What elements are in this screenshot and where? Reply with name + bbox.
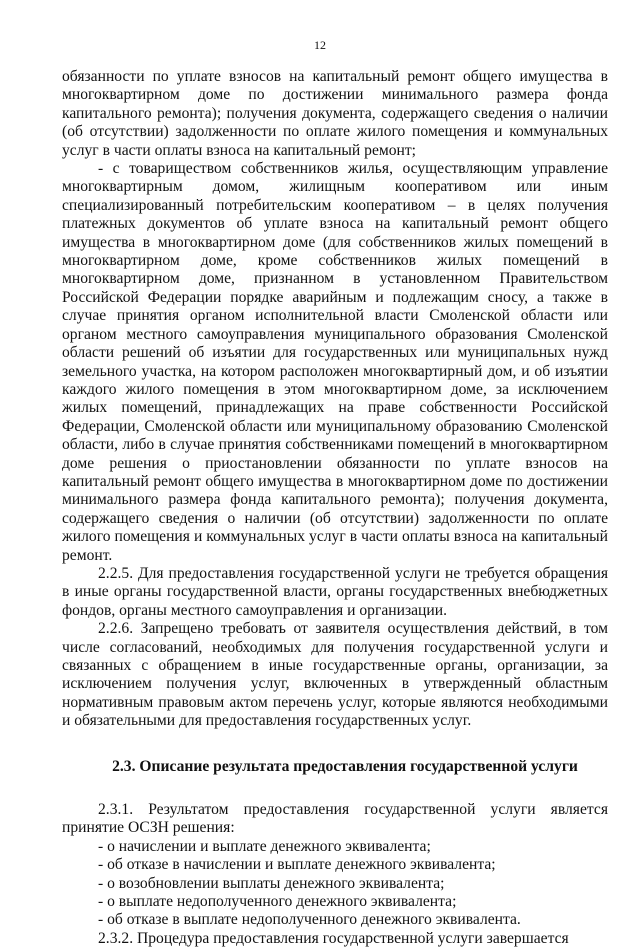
paragraph-2-2-5: 2.2.5. Для предоставления государственной услуги не требуется обращения в иные органы государственной власти, органы государственных внебюджетных фондов, органы местного самоуправления и организации. (62, 564, 608, 619)
list-item: - о выплате недополученного денежного эквивалента; (98, 893, 457, 911)
document-body (62, 68, 608, 948)
paragraph-hoa-clause: - с товариществом собственников жилья, осуществляющим управление многоквартирным домом, жилищным кооперативом или иным специализированный потребительским кооперативом – в целях получения платежных документов об уплате взноса на капитальный ремонт общего имущества в многоквартирном доме (для собственников жилых помещений в многоквартирном доме, кроме собственников жилых помещений в многоквартирном доме, признанном в установленном Правительством Российской Федерации порядке аварийным и подлежащим сносу, а также в случае принятия органом исполнительной власти Смоленской области или органом местного самоуправления муниципального образования Смоленской области решений об изъятии для государственных или муниципальных нужд земельного участка, на котором расположен многоквартирный дом, и об изъятии каждого жилого помещения в этом многоквартирном доме, за исключением жилых помещений, принадлежащих на праве собственности Российской Федерации, Смоленской области или муниципальному образованию Смоленской области, либо в случае принятия собственниками помещений в многоквартирном доме решения о приостановлении обязанности по уплате взносов на капитальный ремонт общего имущества в многоквартирном доме по достижении минимального размера фонда капитального ремонта); получения документа, содержащего сведения о наличии (об отсутствии) задолженности по оплате жилого помещения и коммунальных услуг в части оплаты взноса на капитальный ремонт. (62, 160, 608, 564)
list-item: - об отказе в начислении и выплате денежного эквивалента; (98, 856, 496, 874)
paragraph-2-2-6: 2.2.6. Запрещено требовать от заявителя осуществления действий, в том числе согласований, необходимых для получения государственной услуги и связанных с обращением в иные государственные органы, организации, за исключением получения услуг, включенных в утвержденный областным нормативным правовым актом перечень услуг, которые являются необходимыми и обязательными для предоставления государственных услуг. (62, 620, 608, 730)
page-number: 12 (314, 38, 326, 52)
paragraph-2-3-1: 2.3.1. Результатом предоставления государственной услуги является принятие ОСЗН решения: (62, 801, 608, 837)
list-item: - об отказе в выплате недополученного денежного эквивалента. (98, 911, 521, 929)
result-list (62, 838, 608, 930)
paragraph-2-3-2: 2.3.2. Процедура предоставления государственной услуги завершается (98, 929, 569, 947)
section-heading: 2.3. Описание результата предоставления государственной услуги (112, 757, 578, 775)
list-item: - о начислении и выплате денежного эквивалента; (98, 837, 431, 855)
paragraph-continuation: обязанности по уплате взносов на капитальный ремонт общего имущества в многоквартирном доме по достижении минимального размера фонда капитального ремонта); получения документа, содержащего сведения о наличии (об отсутствии) задолженности по оплате жилого помещения и коммунальных услуг в части оплаты взноса на капитальный ремонт; (62, 68, 608, 159)
list-item: - о возобновлении выплаты денежного эквивалента; (98, 874, 445, 892)
